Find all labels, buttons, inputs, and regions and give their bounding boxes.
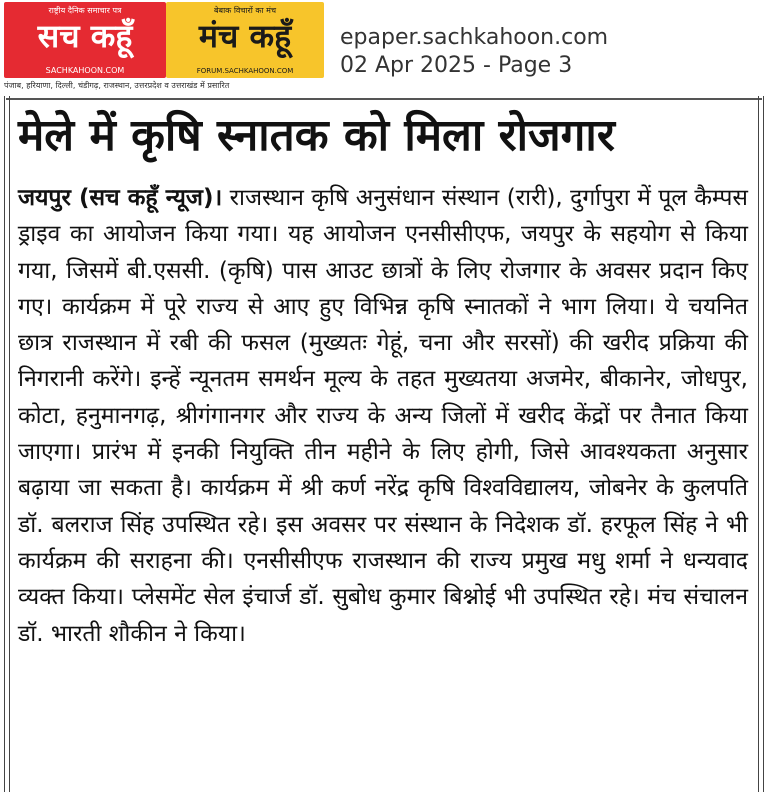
logo1-site: SACHKAHOON.COM <box>45 66 125 75</box>
manch-kahoon-logo[interactable] <box>166 2 324 78</box>
logo1-name: सच कहूँ <box>37 17 133 55</box>
article-text: राजस्थान कृषि अनुसंधान संस्थान (रारी), दुर्गापुरा में पूल कैम्पस ड्राइव का आयोजन किया गया। यह आयोजन एनसीसीएफ, जयपुर के सहयोग से किया गया, जिसमें बी.एससी. (कृषि) पास आउट छात्रों के लिए रोजगार के अवसर प्रदान किए गए। कार्यक्रम में पूरे राज्य से आए हुए विभिन्न कृषि स्नातकों ने भाग लिया। ये चयनित छात्र राजस्थान में रबी की फसल (मुख्यतः गेहूं, चना और सरसों) की खरीद प्रक्रिया की निगरानी करेंगे। इन्हें न्यूनतम समर्थन मूल्य के तहत मुख्यतया अजमेर, बीकानेर, जोधपुर, कोटा, हनुमानगढ़, श्रीगंगानगर और राज्य के अन्य जिलों में खरीद केंद्रों पर तैनात किया जाएगा। प्रारंभ में इनकी नियुक्ति तीन महीने के लिए होगी, जिसे आवश्यकता अनुसार बढ़ाया जा सकता है। कार्यक्रम में श्री कर्ण नरेंद्र कृषि विश्वविद्यालय, जोबनेर के कुलपति डॉ. बलराज सिंह उपस्थित रहे। इस अवसर पर संस्थान के निदेशक डॉ. हरफूल सिंह ने भी कार्यक्रम की सराहना की। एनसीसीएफ राजस्थान की राज्य प्रमुख मधु शर्मा ने धन्यवाद व्यक्त किया। प्लेसमेंट सेल इंचार्ज डॉ. सुबोध कुमार बिश्नोई भी उपस्थित रहे। मंच संचालन डॉ. भारती शौकीन ने किया। <box>18 185 748 647</box>
sachkahoon-logo[interactable] <box>4 2 166 78</box>
logo1-tagline: राष्ट्रीय दैनिक समाचार पत्र <box>48 6 122 15</box>
epaper-info <box>340 24 608 80</box>
logo2-site: FORUM.SACHKAHOON.COM <box>196 67 294 75</box>
logo2-name: मंच कहूँ <box>198 17 292 55</box>
logo2-tagline: बेबाक विचारों का मंच <box>213 6 277 15</box>
article-body <box>18 180 748 652</box>
epaper-url[interactable]: epaper.sachkahoon.com <box>340 25 609 50</box>
article-headline: मेले में कृषि स्नातक को मिला रोजगार <box>18 110 615 161</box>
article-frame-right <box>758 96 764 792</box>
article-frame-left <box>4 96 10 792</box>
frame-rule <box>6 98 762 100</box>
epaper-date-page: 02 Apr 2025 - Page 3 <box>340 53 573 78</box>
masthead <box>0 0 768 96</box>
editions-line: पंजाब, हरियाणा, दिल्ली, चंडीगढ़, राजस्थान, उत्तरप्रदेश व उत्तराखंड में प्रसारित <box>4 81 230 90</box>
article-dateline: जयपुर (सच कहूँ न्यूज)। <box>18 185 223 211</box>
article-frame-top <box>0 96 768 104</box>
